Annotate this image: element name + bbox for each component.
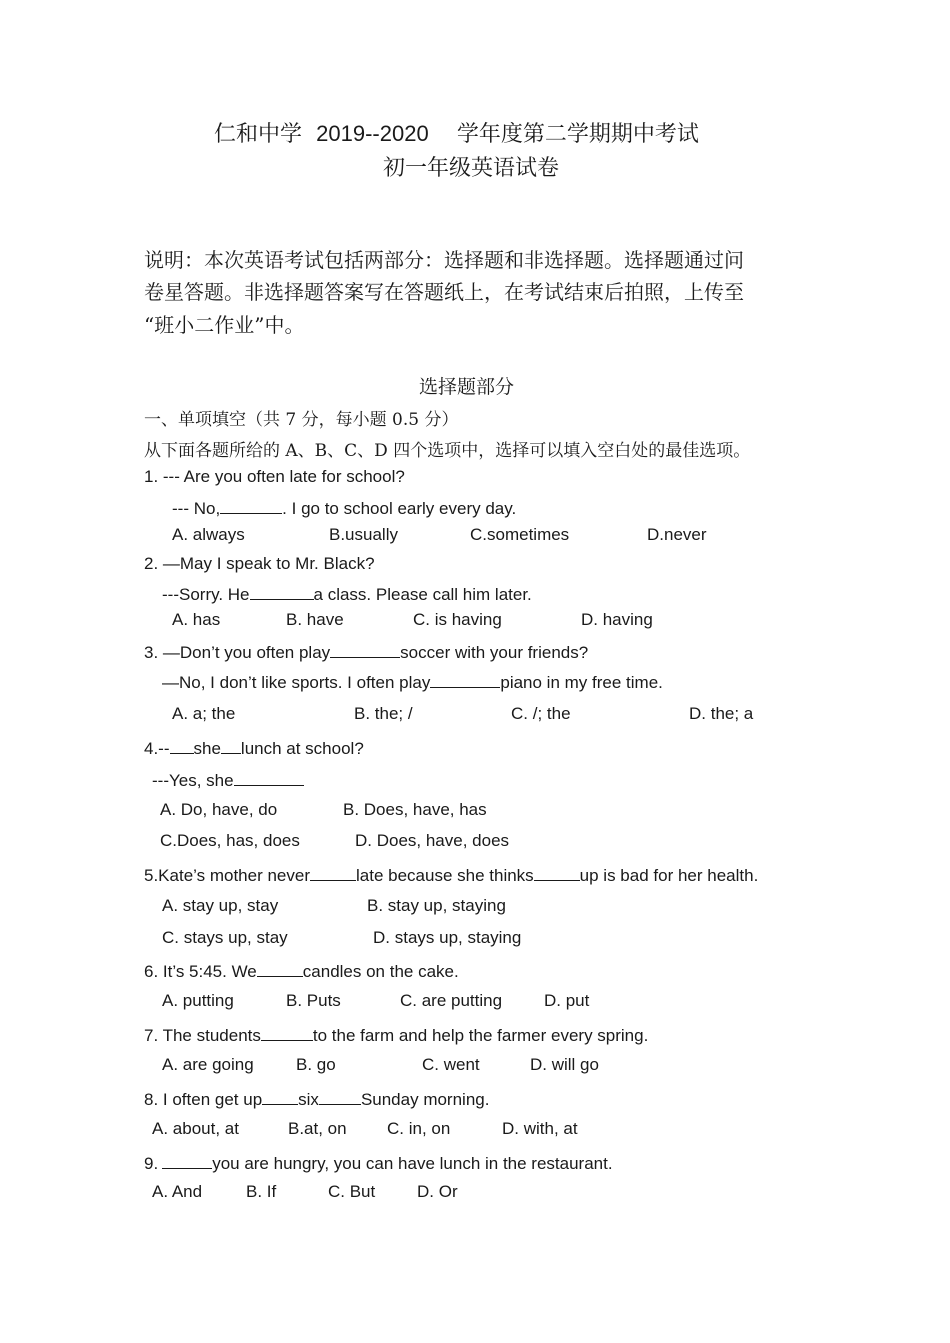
- option-d[interactable]: D. having: [581, 610, 653, 629]
- question-4-stem: [144, 736, 364, 759]
- option-b[interactable]: B.at, on: [288, 1119, 347, 1138]
- text-fragment: ---Sorry. He: [162, 585, 250, 604]
- answer-blank: [430, 670, 500, 688]
- question-2-answer-line: [162, 582, 532, 605]
- answer-blank: [250, 582, 314, 600]
- question-4-answer-line: [152, 768, 304, 791]
- option-c[interactable]: C. /; the: [511, 704, 571, 723]
- option-b[interactable]: B. the; /: [354, 704, 413, 723]
- option-b[interactable]: B. stay up, staying: [367, 896, 506, 915]
- answer-blank: [257, 959, 303, 977]
- answer-blank: [261, 1023, 313, 1041]
- option-c[interactable]: C.sometimes: [470, 525, 570, 544]
- option-d[interactable]: D. the; a: [689, 704, 754, 723]
- text-fragment: Sunday morning.: [360, 1090, 490, 1109]
- intro-line-3: “班小二作业”中。: [144, 313, 305, 337]
- answer-blank: [319, 1087, 361, 1105]
- question-9-stem: [144, 1151, 613, 1174]
- text-fragment: --- No,: [172, 499, 221, 518]
- text-fragment: 3. —Don’t you often play: [144, 643, 331, 662]
- question-3-answer-line: [162, 670, 663, 693]
- option-a[interactable]: A. always: [172, 525, 245, 544]
- option-c[interactable]: C. But: [328, 1182, 376, 1201]
- term-name: 学年度第二学期期中考试: [456, 122, 699, 147]
- option-a[interactable]: A. stay up, stay: [162, 896, 279, 915]
- text-fragment: late because she thinks: [356, 866, 534, 885]
- answer-blank: [262, 1087, 298, 1105]
- question-1-answer-line: [172, 496, 516, 519]
- text-fragment: she: [193, 739, 221, 758]
- intro-line-1: 说明：本次英语考试包括两部分：选择题和非选择题。选择题通过问: [144, 248, 744, 272]
- option-a[interactable]: A. Do, have, do: [160, 800, 278, 819]
- question-5-stem: [144, 863, 758, 886]
- text-fragment: 8. I often get up: [144, 1090, 263, 1109]
- text-fragment: candles on the cake.: [302, 962, 459, 981]
- option-a[interactable]: A. And: [152, 1182, 203, 1201]
- exam-title-line2: 初一年级英语试卷: [383, 156, 560, 181]
- text-fragment: lunch at school?: [240, 739, 364, 758]
- option-a[interactable]: A. a; the: [172, 704, 236, 723]
- option-d[interactable]: D. put: [544, 991, 590, 1010]
- answer-blank: [221, 736, 241, 754]
- option-c[interactable]: C. in, on: [387, 1119, 451, 1138]
- option-b[interactable]: B. Puts: [286, 991, 341, 1010]
- text-fragment: a class. Please call him later.: [313, 585, 532, 604]
- option-c[interactable]: C. went: [422, 1055, 480, 1074]
- part-instruction: 从下面各题所给的 A、B、C、D 四个选项中，选择可以填入空白处的最佳选项。: [144, 441, 751, 461]
- question-2-stem: 2. —May I speak to Mr. Black?: [144, 554, 375, 573]
- text-fragment: 4.--: [144, 739, 170, 758]
- option-a[interactable]: A. are going: [162, 1055, 254, 1074]
- answer-blank: [534, 863, 580, 881]
- text-fragment: piano in my free time.: [500, 673, 663, 692]
- question-1-stem: 1. --- Are you often late for school?: [144, 467, 405, 486]
- text-fragment: . I go to school early every day.: [282, 499, 517, 518]
- option-c[interactable]: C. are putting: [400, 991, 503, 1010]
- option-a[interactable]: A. putting: [162, 991, 234, 1010]
- school-years: 2019--2020: [316, 121, 429, 146]
- intro-line-2: 卷星答题。非选择题答案写在答题纸上，在考试结束后拍照，上传至: [144, 280, 744, 304]
- exam-title-line1: [214, 117, 699, 148]
- answer-blank: [162, 1151, 212, 1169]
- text-fragment: 6. It’s 5:45. We: [144, 962, 257, 981]
- text-fragment: six: [298, 1090, 319, 1109]
- part-heading: 一、单项填空（共 7 分，每小题 0.5 分）: [144, 410, 459, 430]
- option-b[interactable]: B. If: [246, 1182, 277, 1201]
- answer-blank: [310, 863, 356, 881]
- text-fragment: soccer with your friends?: [400, 643, 589, 662]
- option-b[interactable]: B. Does, have, has: [343, 800, 487, 819]
- option-a[interactable]: A. about, at: [152, 1119, 239, 1138]
- option-a[interactable]: A. has: [172, 610, 221, 629]
- answer-blank: [220, 496, 282, 514]
- text-fragment: 7. The students: [144, 1026, 261, 1045]
- option-c[interactable]: C. stays up, stay: [162, 928, 288, 947]
- answer-blank: [330, 640, 400, 658]
- option-b[interactable]: B. have: [286, 610, 344, 629]
- question-3-stem: [144, 640, 588, 663]
- option-d[interactable]: D.never: [647, 525, 707, 544]
- option-d[interactable]: D. Does, have, does: [355, 831, 510, 850]
- option-c[interactable]: C.Does, has, does: [160, 831, 300, 850]
- text-fragment: to the farm and help the farmer every spring.: [312, 1026, 649, 1045]
- option-d[interactable]: D. Or: [417, 1182, 458, 1201]
- option-c[interactable]: C. is having: [413, 610, 502, 629]
- option-d[interactable]: D. stays up, staying: [373, 928, 522, 947]
- question-6-stem: [144, 959, 459, 982]
- option-d[interactable]: D. will go: [530, 1055, 599, 1074]
- option-b[interactable]: B. go: [296, 1055, 336, 1074]
- option-b[interactable]: B.usually: [329, 525, 398, 544]
- section-title: 选择题部分: [419, 376, 515, 398]
- text-fragment: up is bad for her health.: [579, 866, 759, 885]
- option-d[interactable]: D. with, at: [502, 1119, 578, 1138]
- text-fragment: 5.Kate’s mother never: [144, 866, 310, 885]
- question-8-stem: [144, 1087, 489, 1110]
- school-name: 仁和中学: [214, 122, 303, 147]
- text-fragment: —No, I don’t like sports. I often play: [162, 673, 431, 692]
- question-7-stem: [144, 1023, 648, 1046]
- answer-blank: [170, 736, 194, 754]
- text-fragment: ---Yes, she: [152, 771, 234, 790]
- text-fragment: 9.: [144, 1154, 159, 1173]
- text-fragment: you are hungry, you can have lunch in the restaurant.: [212, 1154, 613, 1173]
- answer-blank: [234, 768, 304, 786]
